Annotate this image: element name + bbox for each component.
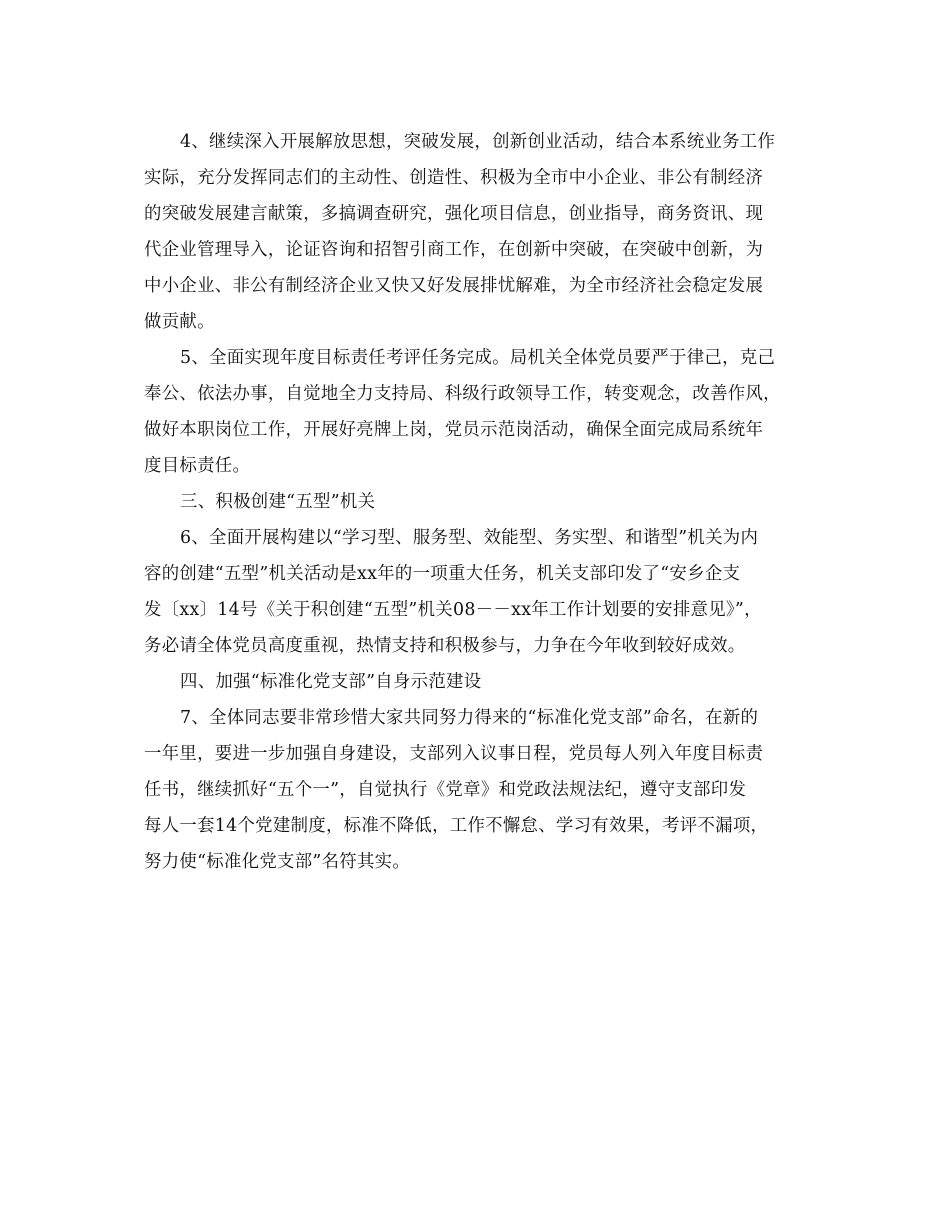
paragraph-6-line-4: 务必请全体党员高度重视，热情支持和积极参与，力争在今年收到较好成效。	[144, 636, 746, 656]
paragraph-7-line-2: 一年里，要进一步加强自身建设，支部列入议事日程，党员每人列入年度目标责	[144, 744, 764, 764]
paragraph-4-line-5: 中小企业、非公有制经济企业又快又好发展排忧解难，为全市经济社会稳定发展	[144, 276, 764, 296]
paragraph-5-line-3: 做好本职岗位工作，开展好亮牌上岗，党员示范岗活动，确保全面完成局系统年	[144, 420, 764, 440]
paragraph-4-line-6: 做贡献。	[144, 312, 215, 332]
section-3-heading: 三、积极创建“五型”机关	[180, 492, 376, 512]
paragraph-5-line-2: 奉公、依法办事，自觉地全力支持局、科级行政领导工作，转变观念，改善作风，	[144, 384, 781, 404]
paragraph-7-line-5: 努力使“标准化党支部”名符其实。	[144, 852, 411, 872]
paragraph-6-line-3: 发〔xx〕14号《关于积创建“五型”机关08－－xx年工作计划要的安排意见》”，	[144, 600, 762, 620]
paragraph-7-line-1: 7、全体同志要非常珍惜大家共同努力得来的“标准化党支部”命名，在新的	[180, 708, 759, 728]
paragraph-4-line-2: 实际，充分发挥同志们的主动性、创造性、积极为全市中小企业、非公有制经济	[144, 168, 764, 188]
paragraph-7-line-4: 每人一套14个党建制度，标准不降低，工作不懈怠、学习有效果，考评不漏项，	[144, 816, 769, 836]
section-4-heading: 四、加强“标准化党支部”自身示范建设	[180, 672, 482, 692]
paragraph-6-line-2: 容的创建“五型”机关活动是xx年的一项重大任务，机关支部印发了“安乡企支	[144, 564, 741, 584]
paragraph-7-line-3: 任书，继续抓好“五个一”，自觉执行《党章》和党政法规法纪，遵守支部印发	[144, 780, 747, 800]
document-body	[144, 124, 814, 880]
paragraph-5-line-4: 度目标责任。	[144, 456, 251, 476]
paragraph-4-line-4: 代企业管理导入，论证咨询和招智引商工作，在创新中突破，在突破中创新，为	[144, 240, 764, 260]
paragraph-4-line-3: 的突破发展建言献策，多搞调查研究，强化项目信息，创业指导，商务资讯、现	[144, 204, 764, 224]
paragraph-4-line-1: 4、继续深入开展解放思想，突破发展，创新创业活动，结合本系统业务工作	[180, 132, 776, 152]
paragraph-5-line-1: 5、全面实现年度目标责任考评任务完成。局机关全体党员要严于律己，克己	[180, 348, 776, 368]
paragraph-6-line-1: 6、全面开展构建以“学习型、服务型、效能型、务实型、和谐型”机关为内	[180, 528, 759, 548]
